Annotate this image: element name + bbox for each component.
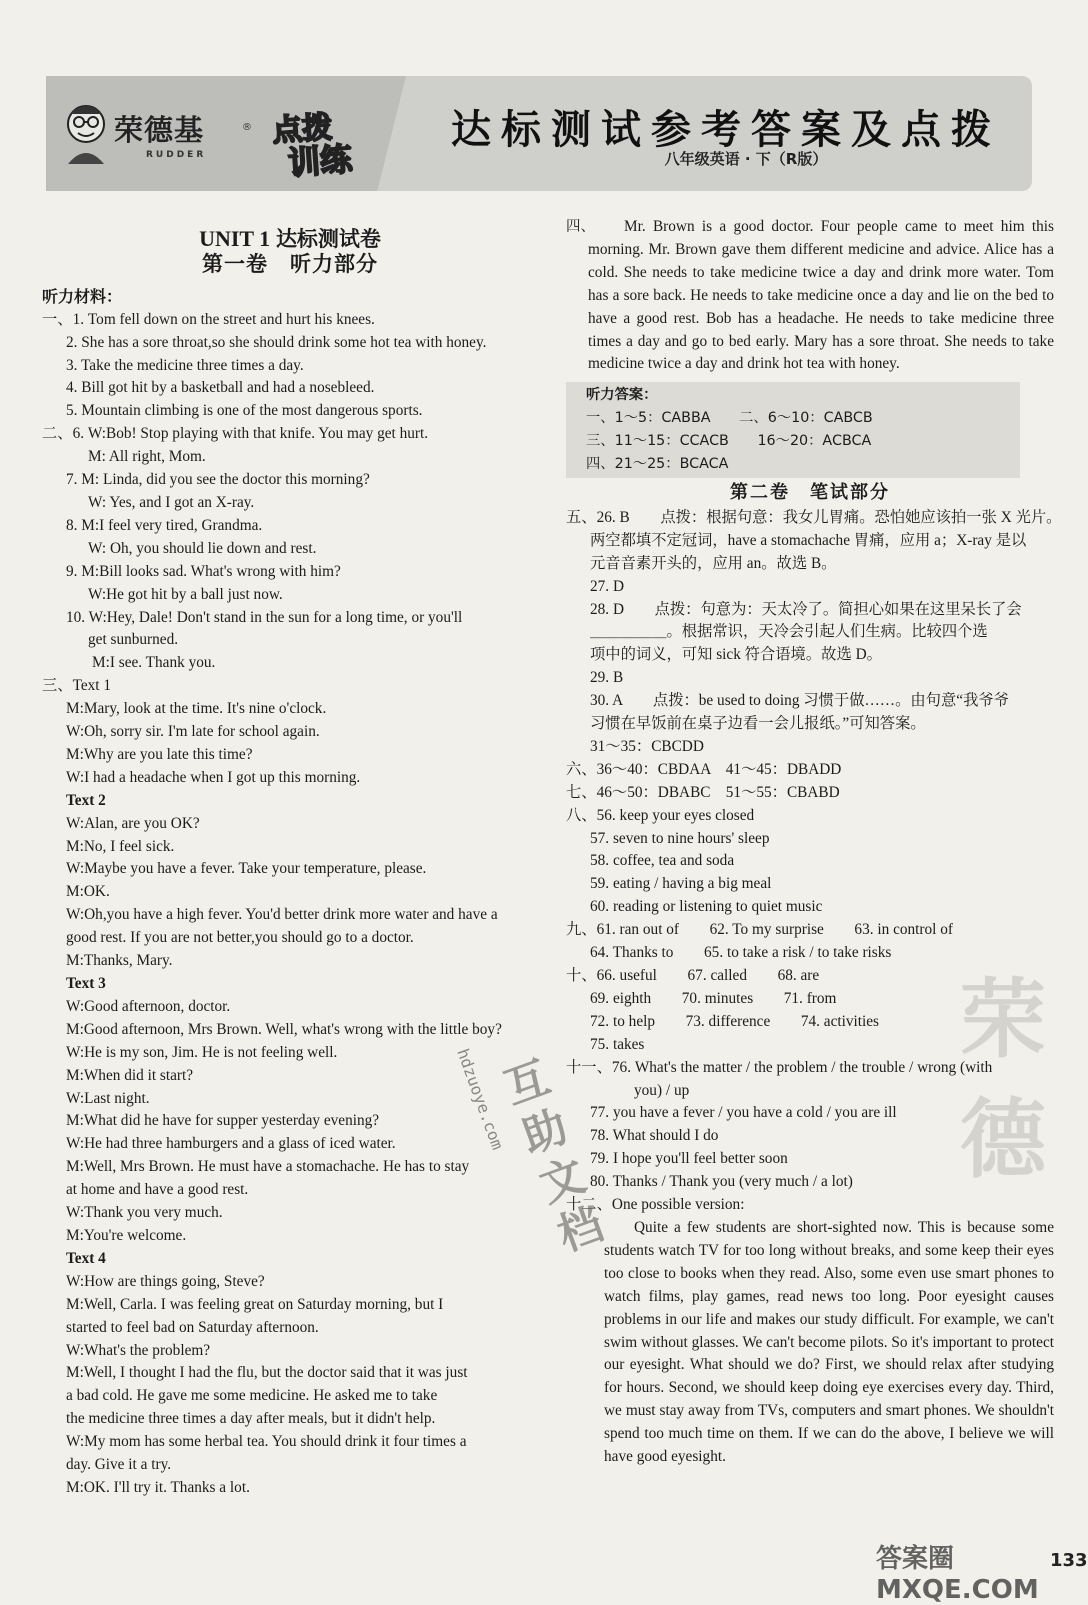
text-line: M:Well, Mrs Brown. He must have a stomachache. He has to stay (66, 1158, 470, 1176)
text-line: W: Yes, and I got an X-ray. (88, 493, 255, 511)
header-banner (46, 76, 1032, 191)
section-four-passage: Mr. Brown is a good doctor. Four people came to meet him this morning. Mr. Brown gave them different medicine and advice. Alice has a cold. She needs to take medicine twice a day and drink more water. Tom has a sore back. He needs to take medicine once a day and lie on the bed to have a good rest. Bob has a headache. He needs to take medicine three times a day and go to bed early. Mary has a sore throat. She needs to take medicine twice a day and drink hot tea with honey. (588, 218, 1054, 373)
text-line: the medicine three times a day after meals, but it didn't help. (66, 1410, 436, 1428)
text-line: 31～35：CBCDD (590, 737, 704, 755)
listening-material-lines (42, 309, 538, 1500)
text-line: W:What's the problem? (66, 1341, 211, 1359)
text-line: at home and have a good rest. (66, 1181, 249, 1199)
text-line: good rest. If you are not better,you should go to a doctor. (66, 929, 414, 947)
text-line: 五、26. B 点拨：根据句意：我女儿胃痛。恐怕她应该拍一张 X 光片。 (566, 508, 1062, 526)
text-line: W:He got hit by a ball just now. (88, 585, 283, 603)
listening-answers-row: 三、11～15：CCACB 16～20：ACBCA (586, 433, 872, 450)
unit-title-en: UNIT 1 (199, 226, 271, 251)
text-line: 4. Bill got hit by a basketball and had a nosebleed. (66, 379, 375, 397)
text-line: W:Oh, sorry sir. I'm late for school again. (66, 723, 320, 741)
text-line: 十二、One possible version: (566, 1196, 745, 1214)
text-line: 十、66. useful 67. called 68. are (566, 967, 820, 984)
text-line: 六、36～40：CBDAA 41～45：DBADD (566, 760, 842, 778)
text-line: 九、61. ran out of 62. To my surprise 63. in control of (566, 921, 953, 939)
text-line: M:No, I feel sick. (66, 837, 175, 855)
text-line: 一、1. Tom fell down on the street and hurt his knees. (42, 310, 375, 328)
rudder-mascot-icon (60, 98, 112, 168)
registered-mark: ® (242, 122, 252, 133)
text-line: W:Alan, are you OK? (66, 814, 200, 832)
series-logo-line1: 点拨 (271, 109, 334, 150)
text-line: M:Well, Carla. I was feeling great on Saturday morning, but I (66, 1295, 444, 1313)
text-line: W:I had a headache when I got up this morning. (66, 768, 361, 786)
section-four (566, 216, 1054, 376)
listening-answers-label: 听力答案： (586, 387, 658, 404)
text-line: 元音音素开头的，应用 an。故选 B。 (590, 554, 837, 572)
text-line: M:Good afternoon, Mrs Brown. Well, what's wrong with the little boy? (66, 1020, 502, 1038)
text-line: M:OK. (66, 883, 110, 901)
text-line: ＿＿＿＿＿。根据常识，天冷会引起人们生病。比较四个选 (590, 623, 988, 641)
text-line: M:When did it start? (66, 1066, 194, 1084)
listening-answers-row: 一、1～5：CABBA 二、6～10：CABCB (586, 410, 873, 427)
brand-name-en: RUDDER (146, 150, 207, 160)
text-line: 59. eating / having a big meal (590, 875, 772, 893)
text-line: 30. A 点拨：be used to doing 习惯于做……。由句意“我爷爷 (590, 692, 1009, 710)
text-line: M:Why are you late this time? (66, 745, 253, 763)
text-line: W: Oh, you should lie down and rest. (88, 539, 317, 557)
text-line: 两空都填不定冠词，have a stomachache 胃痛，应用 a；X-ray 是以 (590, 531, 1027, 549)
text-line: W:Thank you very much. (66, 1204, 223, 1222)
text-line: W:Last night. (66, 1089, 150, 1107)
text-line: 7. M: Linda, did you see the doctor this morning? (66, 471, 370, 489)
text-line: W:Good afternoon, doctor. (66, 997, 231, 1015)
text-line: M:Mary, look at the time. It's nine o'clock. (66, 700, 327, 718)
brand-name-cn: 荣德基 (114, 113, 205, 147)
corner-brand-watermark: 答案圈 MXQE.COM (876, 1544, 1039, 1605)
text-line: 习惯在早饭前在桌子边看一会儿报纸。”可知答案。 (590, 715, 926, 733)
text-line: 57. seven to nine hours' sleep (590, 829, 770, 847)
sample-essay: Quite a few students are short-sighted now. This is because some students watch TV for too long without breaks, and some keep their eyes too close to books when they read. Also, some even use smart phones to watch films, play games, read news too long. Poor eyesight causes problems in our life and makes our study difficult. For example, we can't swim without glasses. We can't become pilots. So it's important to protect our eyesight. What should we do? First, we should relax after studying for hours. Second, we should keep doing eye exercises every day. Third, we must stay away from TVs, computers and smart phones. We shouldn't spend too much time on them. If we can do the above, I believe we will have good eyesight. (604, 1218, 1054, 1466)
text-line: W:Oh,you have a high fever. You'd better drink more water and have a (66, 906, 498, 924)
text-line: 七、46～50：DBABC 51～55：CBABD (566, 783, 840, 801)
series-logo (258, 104, 378, 183)
text-line: 77. you have a fever / you have a cold / you are ill (590, 1104, 897, 1122)
text-line: 10. W:Hey, Dale! Don't stand in the sun for a long time, or you'll (66, 608, 463, 626)
unit-title (42, 228, 538, 251)
text-line: 八、56. keep your eyes closed (566, 806, 755, 824)
text-line: 27. D (590, 577, 624, 595)
text-line: 5. Mountain climbing is one of the most dangerous sports. (66, 402, 423, 420)
part-two-title: 第二卷 笔试部分 (730, 481, 890, 503)
text-line: M:You're welcome. (66, 1226, 187, 1244)
text-line: Text 4 (66, 1249, 106, 1267)
text-line: 9. M:Bill looks sad. What's wrong with him? (66, 562, 341, 580)
text-line: 29. B (590, 669, 624, 687)
text-line: Text 3 (66, 975, 106, 992)
text-line: 72. to help 73. difference 74. activities (590, 1012, 880, 1030)
text-line: 64. Thanks to 65. to take a risk / to take risks (590, 944, 892, 962)
text-line: 80. Thanks / Thank you (very much / a lot) (590, 1173, 853, 1191)
text-line: 2. She has a sore throat,so she should drink some hot tea with honey. (66, 333, 487, 351)
page-subtitle: 八年级英语 · 下（R版） (664, 150, 828, 168)
text-line: Text 2 (66, 791, 106, 809)
text-line: a bad cold. He gave me some medicine. He asked me to take (66, 1387, 438, 1405)
text-line: 3. Take the medicine three times a day. (66, 356, 304, 374)
text-line: 二、6. W:Bob! Stop playing with that knife. You may get hurt. (42, 425, 429, 443)
text-line: day. Give it a try. (66, 1456, 172, 1474)
text-line: 69. eighth 70. minutes 71. from (590, 989, 837, 1007)
text-line: started to feel bad on Saturday afternoon. (66, 1318, 319, 1336)
text-line: 三、Text 1 (42, 677, 112, 695)
text-line: 60. reading or listening to quiet music (590, 898, 823, 916)
part-one-title: 第一卷 听力部分 (202, 251, 378, 276)
text-line: W:How are things going, Steve? (66, 1272, 265, 1290)
text-line: M:I see. Thank you. (92, 654, 216, 672)
section-four-label: 四、 (566, 219, 595, 235)
text-line: W:He had three hamburgers and a glass of iced water. (66, 1135, 396, 1153)
text-line: M:OK. I'll try it. Thanks a lot. (66, 1478, 250, 1496)
text-line: M:Thanks, Mary. (66, 952, 173, 970)
series-logo-line2: 训练 (286, 139, 354, 183)
text-line: 79. I hope you'll feel better soon (590, 1150, 788, 1168)
page-title: 达标测试参考答案及点拨 (451, 106, 1001, 153)
text-line: get sunburned. (88, 631, 179, 649)
listening-material-label: 听力材料： (42, 286, 123, 306)
text-line: 8. M:I feel very tired, Grandma. (66, 516, 263, 534)
right-column (566, 216, 1062, 1469)
watermark-text: 互助文档 (490, 1053, 610, 1267)
text-line: W:He is my son, Jim. He is not feeling well. (66, 1043, 338, 1061)
text-line: 75. takes (590, 1035, 645, 1053)
text-line: M:What did he have for supper yesterday evening? (66, 1112, 380, 1130)
unit-title-cn: 达标测试卷 (275, 227, 381, 251)
listening-answers-row: 四、21～25：BCACA (586, 456, 729, 473)
text-line: 58. coffee, tea and soda (590, 852, 735, 870)
text-line: you) / up (634, 1081, 690, 1099)
side-decoration: 荣德 (960, 969, 1046, 1190)
watermark-url: hdzuoye.com (453, 1046, 508, 1153)
text-line: 项中的词义，可知 sick 符合语境。故选 D。 (590, 646, 882, 664)
text-line: 28. D 点拨：句意为：天太冷了。简担心如果在这里呆长了会 (590, 600, 1022, 618)
text-line: W:Maybe you have a fever. Take your temperature, please. (66, 860, 427, 878)
page-number: 133 (1050, 1550, 1088, 1571)
listening-answers-box (566, 382, 1020, 478)
left-column (42, 224, 538, 1500)
text-line: M:Well, I thought I had the flu, but the doctor said that it was just (66, 1364, 468, 1382)
text-line: M: All right, Mom. (88, 448, 206, 466)
text-line: 78. What should I do (590, 1127, 719, 1145)
text-line: 十一、76. What's the matter / the problem / the trouble / wrong (with (566, 1058, 993, 1076)
text-line: W:My mom has some herbal tea. You should drink it four times a (66, 1433, 467, 1451)
